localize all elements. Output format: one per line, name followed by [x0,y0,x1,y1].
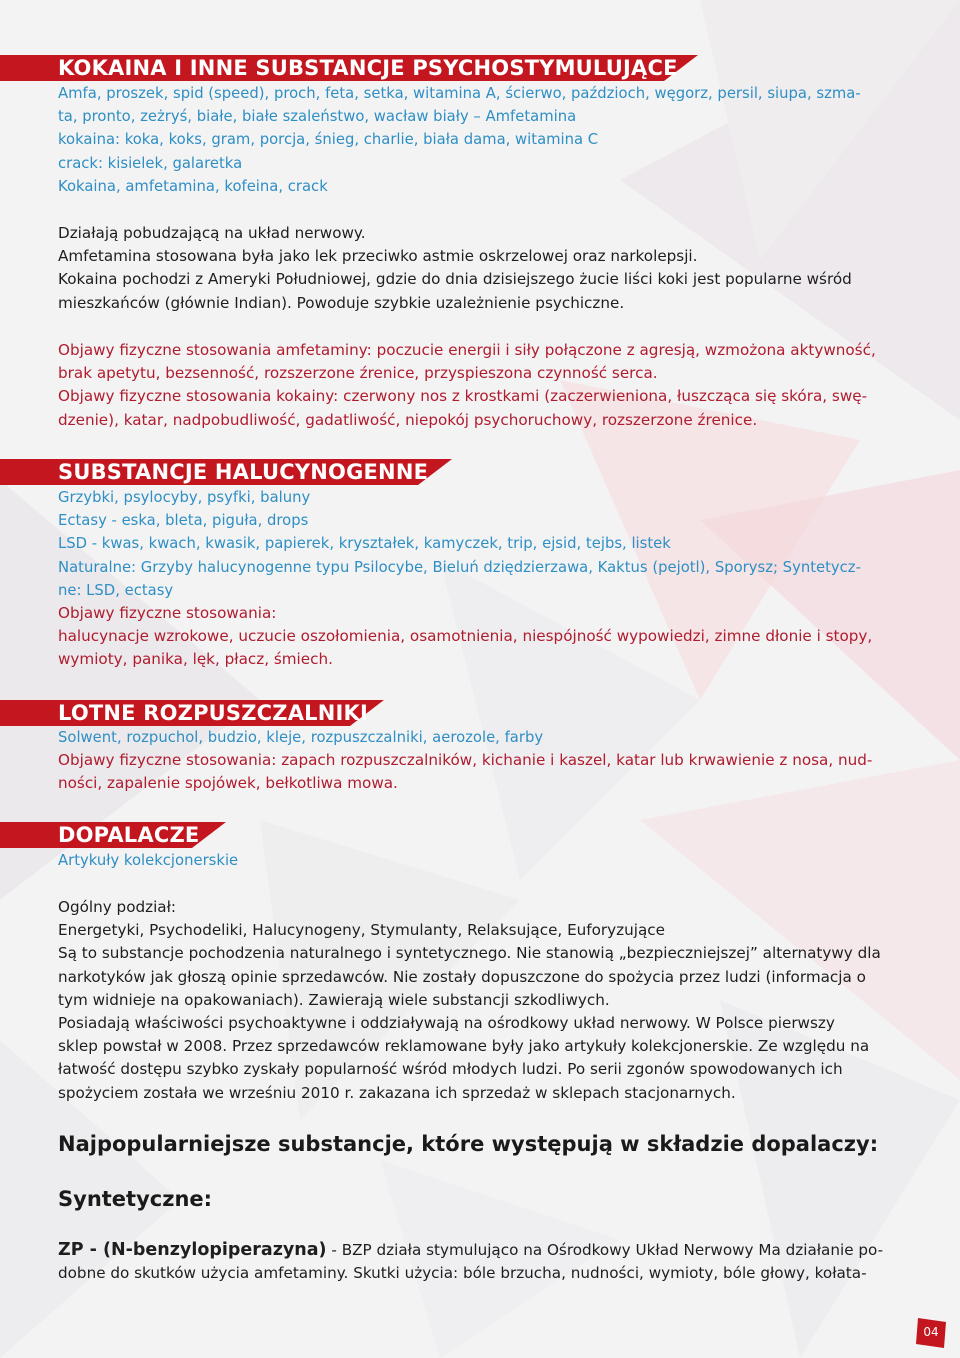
description-line: mieszkańców (głównie Indian). Powoduje szybkie uzależnienie psychiczne. [58,293,625,312]
street-names-line: kokaina: koka, koks, gram, porcja, śnieg, charlie, biała dama, witamina C [58,131,599,149]
symptoms-line: dzenie), katar, nadpobudliwość, gadatliwość, niepokój psychoruchowy, rozszerzone źrenice. [58,410,758,429]
symptoms-line: brak apetytu, bezsenność, rozszerzone źrenice, przyspieszona czynność serca. [58,364,658,383]
legal-highs-street-names [58,849,898,872]
street-names-line: Grzybki, psylocyby, psyfki, baluny [58,489,311,506]
stimulants-symptoms [58,339,898,432]
description-line: tym widnieje na opakowaniach). Zawierają wiele substancji szkodliwych. [58,990,610,1009]
description-line: Amfetamina stosowana była jako lek przeciwko astmie oskrzelowej oraz narkolepsji. [58,247,698,266]
description-line: narkotyków jak głoszą opinie sprzedawców. Nie zostały dopuszczone do spożycia przez ludzi (informacja o [58,967,866,986]
symptoms-line: ności, zapalenie spojówek, bełkotliwa mowa. [58,774,398,793]
description-line: sklep powstał w 2008. Przez sprzedawców reklamowane były jako artykuły kolekcjonerskie. Ze względu na [58,1037,870,1056]
zp-description-text: - BZP działa stymulująco na Ośrodkowy Układ Nerwowy Ma działanie po- [326,1241,884,1259]
stimulants-street-names [58,82,898,198]
description-line: Kokaina pochodzi z Ameryki Południowej, gdzie do dnia dzisiejszego żucie liści koki jest popularne wśród [58,270,852,289]
symptoms-line: halucynacje wzrokowe, uczucie oszołomienia, osamotnienia, niespójność wypowiedzi, zimne dłonie i stopy, [58,627,873,646]
synthetic-heading: Syntetyczne: [58,1187,213,1211]
description-line: Ogólny podział: [58,898,177,916]
description-line: Energetyki, Psychodeliki, Halucynogeny, Stymulanty, Relaksujące, Euforyzujące [58,921,665,940]
street-names-line: Solwent, rozpuchol, budzio, kleje, rozpuszczalniki, aerozole, farby [58,729,544,746]
street-names-line: ta, pronto, zeżryś, białe, białe szaleństwo, wacław biały – Amfetamina [58,108,577,126]
section-title-legal-highs: DOPALACZE [58,823,200,847]
street-names-line: Kokaina, amfetamina, kofeina, crack [58,177,328,195]
description-line: Działają pobudzającą na układ nerwowy. [58,224,366,242]
description-line: Posiadają właściwości psychoaktywne i oddziaływają na ośrodkowy układ nerwowy. W Polsce pierwszy [58,1014,835,1033]
legal-highs-description [58,896,898,1105]
zp-description [58,1239,898,1285]
description-line: spożyciem została we wrześniu 2010 r. zakazana ich sprzedaż w sklepach stacjonarnych. [58,1083,736,1102]
symptoms-line: Objawy fizyczne stosowania kokainy: czerwony nos z krostkami (zaczerwieniona, łuszcząca się skóra, swę- [58,387,868,406]
solvents-symptoms [58,749,898,795]
symptoms-line: Objawy fizyczne stosowania: [58,604,277,622]
zp-line [58,1239,898,1262]
solvents-street-names [58,726,898,749]
section-title-solvents: LOTNE ROZPUSZCZALNIKI [58,701,369,725]
street-names-line: Naturalne: Grzyby halucynogenne typu Psilocybe, Bieluń dziędzierzawa, Kaktus (pejotl), Sporysz; Syntetycz- [58,558,861,576]
page-number: 04 [923,1325,939,1339]
street-names-line: LSD - kwas, kwach, kwasik, papierek, kryształek, kamyczek, trip, ejsid, tejbs, listek [58,535,671,553]
street-names-line: crack: kisielek, galaretka [58,154,243,172]
symptoms-line: Objawy fizyczne stosowania: zapach rozpuszczalników, kichanie i kaszel, katar lub krwawienie z nosa, nud- [58,751,873,769]
symptoms-line: wymioty, panika, lęk, płacz, śmiech. [58,650,333,669]
description-line: łatwość dostępu szybko zyskały popularność wśród młodych ludzi. Po serii zgonów spowodowanych ich [58,1060,843,1079]
stimulants-description [58,222,898,315]
popular-substances-heading: Najpopularniejsze substancje, które występują w składzie dopalaczy: [58,1132,879,1156]
hallucinogens-symptoms [58,602,898,672]
section-title-stimulants: KOKAINA I INNE SUBSTANCJE PSYCHOSTYMULUJĄCE [58,56,678,80]
symptoms-line: Objawy fizyczne stosowania amfetaminy: poczucie energii i siły połączone z agresją, wzmożona aktywność, [58,341,876,359]
street-names-line: Artykuły kolekcjonerskie [58,852,239,869]
street-names-line: Amfa, proszek, spid (speed), proch, feta, setka, witamina A, ścierwo, paździoch, węgorz, persil, siupa, szma- [58,85,861,102]
zp-line: dobne do skutków użycia amfetaminy. Skutki użycia: bóle brzucha, nudności, wymioty, bóle głowy, kołata- [58,1264,867,1283]
street-names-line: Ectasy - eska, bleta, piguła, drops [58,512,309,530]
street-names-line: ne: LSD, ectasy [58,581,174,599]
hallucinogens-street-names [58,486,898,602]
description-line: Są to substancje pochodzenia naturalnego i syntetycznego. Nie stanowią „bezpieczniejszej” alternatywy dla [58,944,881,963]
section-title-hallucinogens: SUBSTANCJE HALUCYNOGENNE [58,460,429,484]
zp-substance-name: ZP - (N-benzylopiperazyna) [58,1240,327,1260]
